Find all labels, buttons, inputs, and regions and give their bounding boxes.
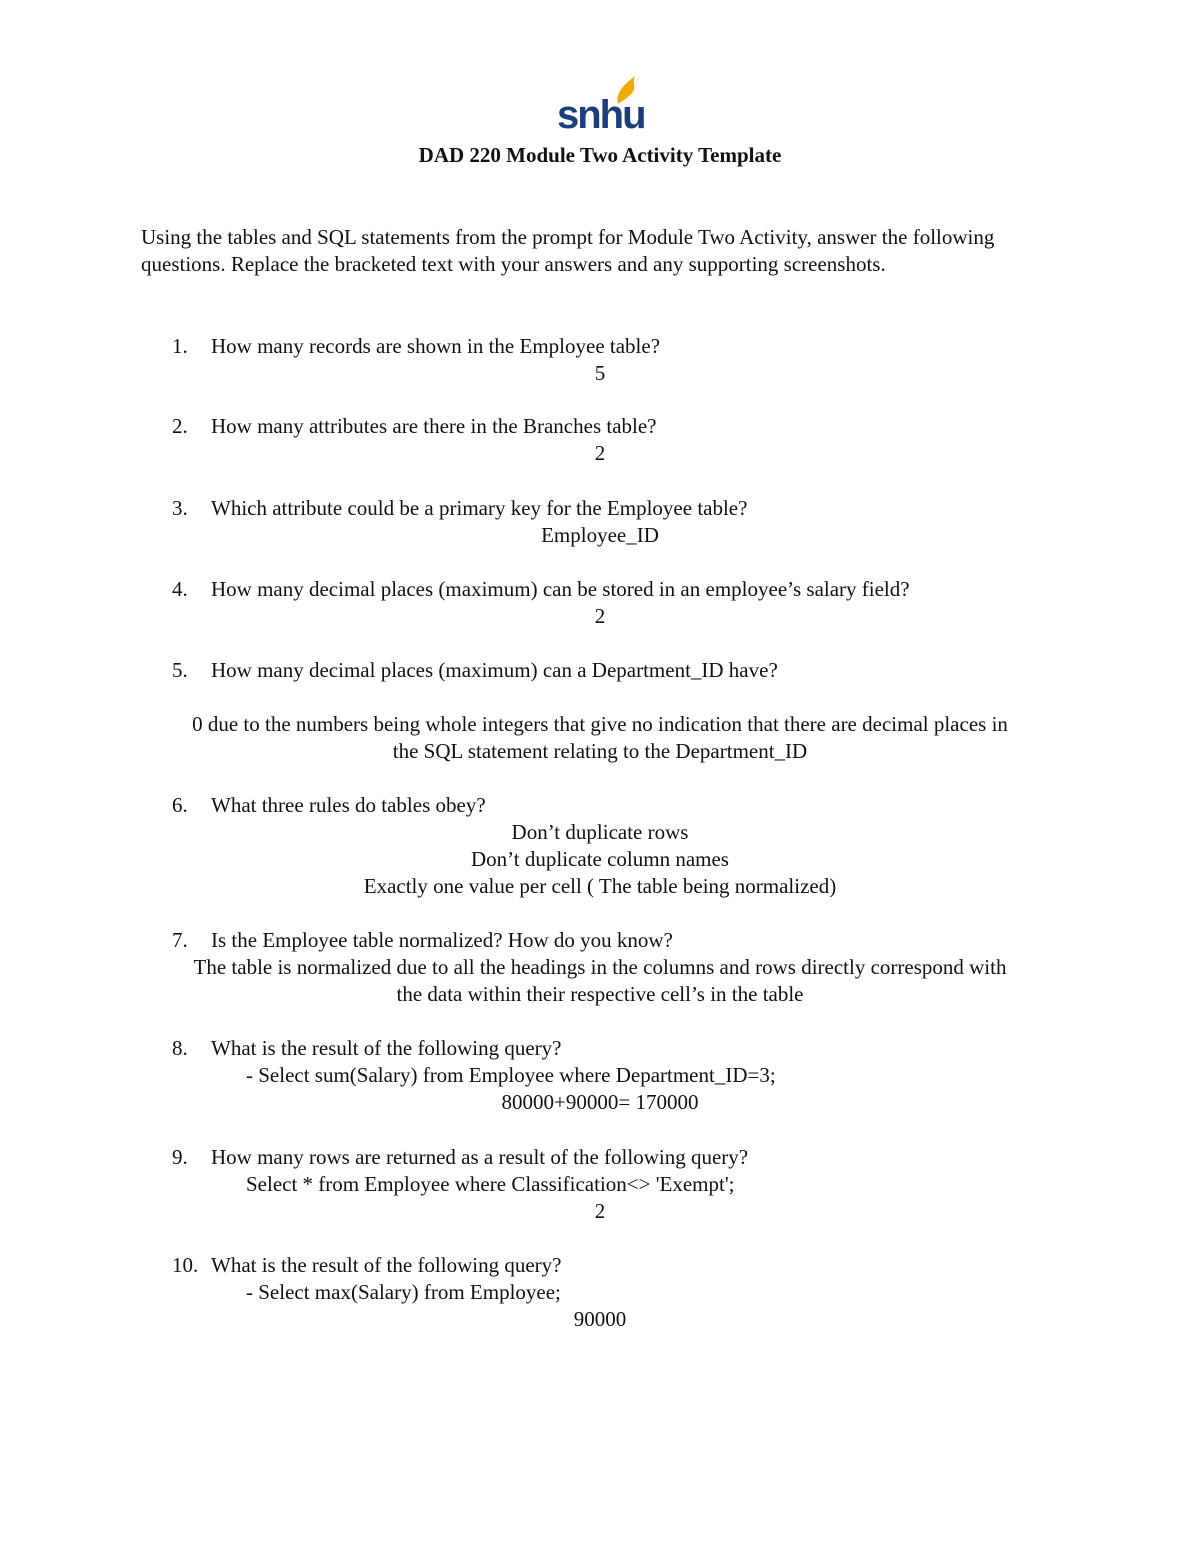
question-number: 9. xyxy=(172,1145,188,1169)
question-3 xyxy=(172,495,747,522)
question-text: What is the result of the following query? xyxy=(211,1253,562,1277)
query-9: Select * from Employee where Classification<> 'Exempt'; xyxy=(246,1172,735,1196)
answer-5-line-2: the SQL statement relating to the Department_ID xyxy=(392,739,808,763)
answer-10: 90000 xyxy=(573,1307,627,1331)
question-number: 3. xyxy=(172,496,188,520)
question-6 xyxy=(172,792,486,819)
question-8 xyxy=(172,1035,562,1062)
answer-2: 2 xyxy=(594,441,606,465)
answer-8: 80000+90000= 170000 xyxy=(501,1090,699,1114)
question-text: Which attribute could be a primary key for the Employee table? xyxy=(211,496,748,520)
question-number: 7. xyxy=(172,928,188,952)
answer-7-line-2: the data within their respective cell’s in the table xyxy=(396,982,804,1006)
question-9 xyxy=(172,1144,748,1171)
svg-text:snhu: snhu xyxy=(557,93,645,134)
answer-6-line-3: Exactly one value per cell ( The table being normalized) xyxy=(363,874,837,898)
intro-paragraph: Using the tables and SQL statements from the prompt for Module Two Activity, answer the following questions. Replace the bracketed text with your answers and any supporting screenshots. xyxy=(141,225,995,276)
question-text: What three rules do tables obey? xyxy=(211,793,486,817)
document-title: DAD 220 Module Two Activity Template xyxy=(418,143,782,167)
question-text: How many decimal places (maximum) can be stored in an employee’s salary field? xyxy=(211,577,910,601)
question-text: How many attributes are there in the Branches table? xyxy=(211,414,657,438)
question-text: How many rows are returned as a result of the following query? xyxy=(211,1145,749,1169)
answer-6-line-2: Don’t duplicate column names xyxy=(471,847,729,871)
question-number: 8. xyxy=(172,1036,188,1060)
query-10: - Select max(Salary) from Employee; xyxy=(246,1280,561,1304)
question-text: How many records are shown in the Employee table? xyxy=(211,334,661,358)
question-text: What is the result of the following query? xyxy=(211,1036,562,1060)
question-number: 1. xyxy=(172,334,188,358)
question-number: 10. xyxy=(172,1253,199,1277)
question-text: How many decimal places (maximum) can a Department_ID have? xyxy=(211,658,778,682)
question-number: 4. xyxy=(172,577,188,601)
question-10 xyxy=(172,1252,562,1279)
question-1 xyxy=(172,333,660,360)
question-text: Is the Employee table normalized? How do you know? xyxy=(211,928,673,952)
answer-3: Employee_ID xyxy=(541,523,659,547)
question-2 xyxy=(172,413,657,440)
answer-4: 2 xyxy=(594,604,606,628)
question-4 xyxy=(172,576,910,603)
question-number: 2. xyxy=(172,414,188,438)
answer-6-line-1: Don’t duplicate rows xyxy=(511,820,689,844)
query-8: - Select sum(Salary) from Employee where Department_ID=3; xyxy=(246,1063,776,1087)
question-5 xyxy=(172,657,778,684)
answer-7-line-1: The table is normalized due to all the headings in the columns and rows directly correspond with xyxy=(193,955,1007,979)
answer-9: 2 xyxy=(594,1199,606,1223)
question-number: 5. xyxy=(172,658,188,682)
snhu-logo xyxy=(555,74,645,134)
answer-1: 5 xyxy=(594,361,606,385)
question-7 xyxy=(172,927,673,954)
question-number: 6. xyxy=(172,793,188,817)
answer-5-line-1: 0 due to the numbers being whole integers that give no indication that there are decimal places in xyxy=(192,712,1008,736)
